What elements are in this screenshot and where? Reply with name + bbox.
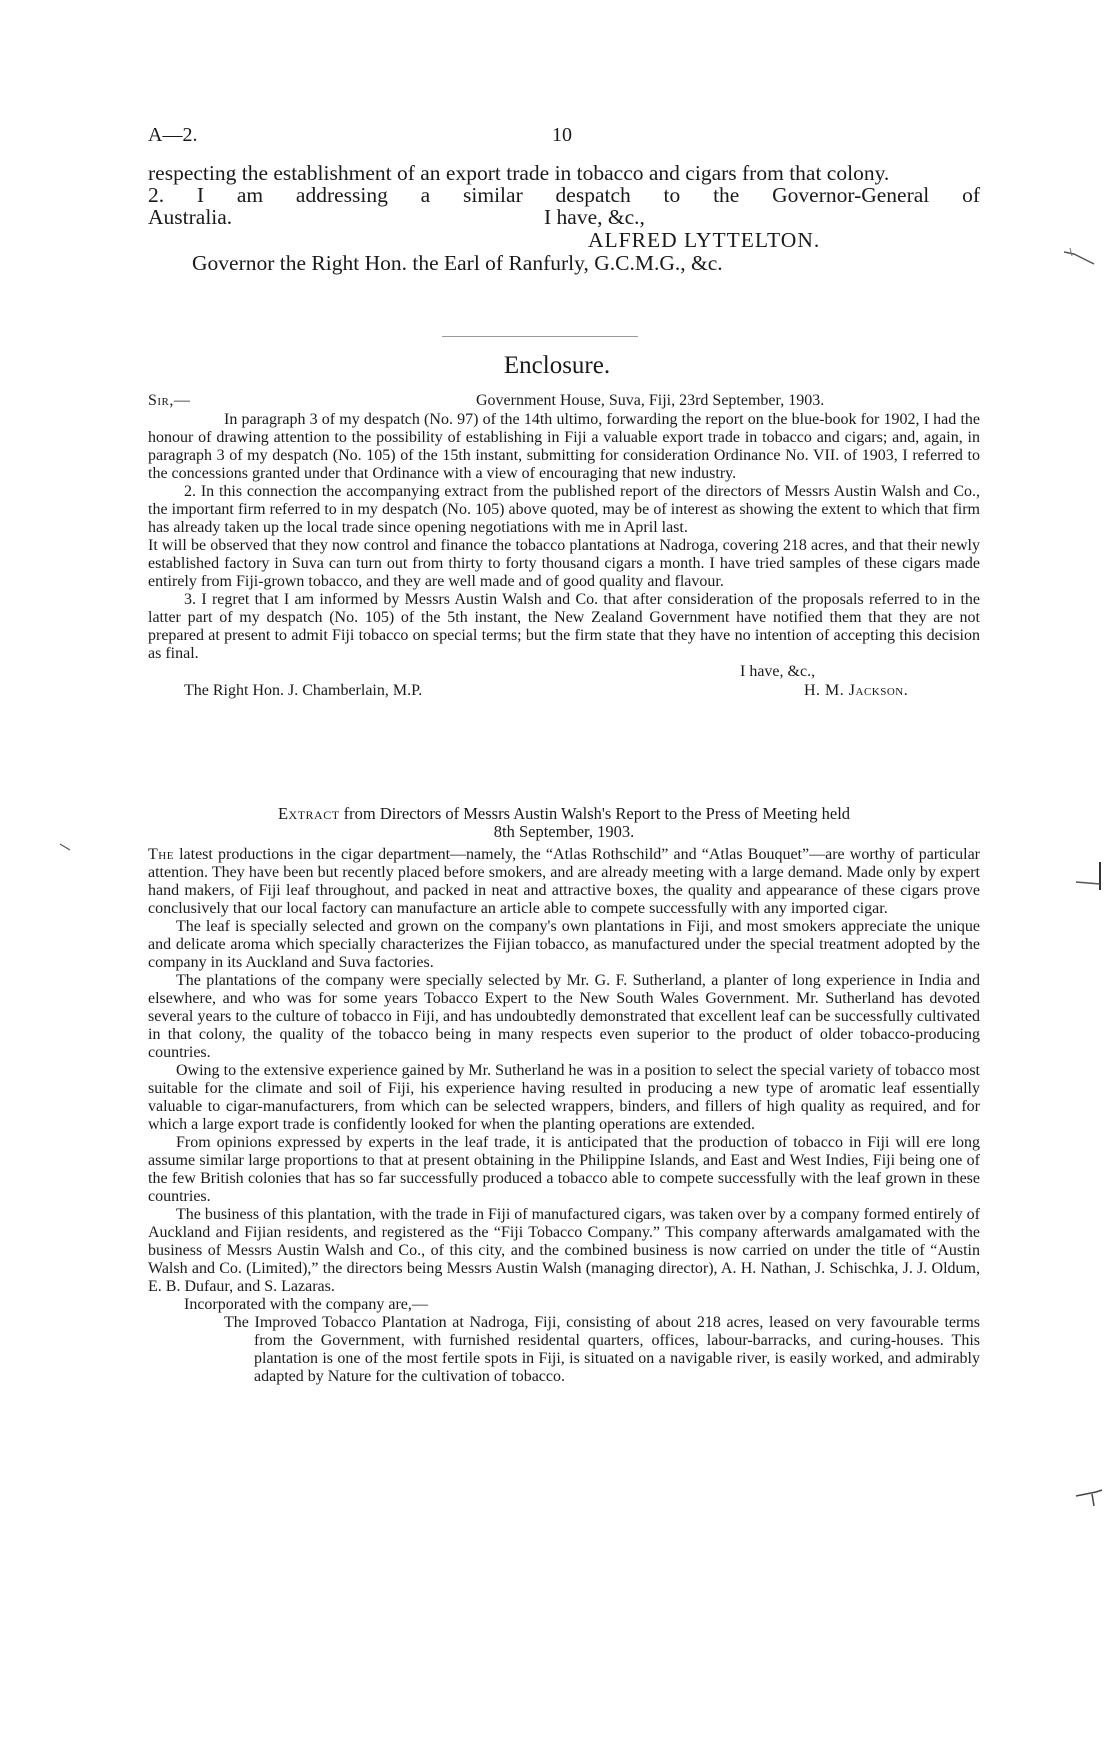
despatch-signoff: I have, &c., — [544, 205, 645, 229]
enclosure-letter — [148, 392, 980, 701]
extract-heading-line-1 — [148, 805, 980, 823]
extract-incorporated-line: Incorporated with the company are,— — [184, 1296, 428, 1313]
section-divider — [442, 336, 638, 337]
enclosure-paragraph-2: 2. In this connection the accompanying extract from the published report of the directors of Messrs Austin Walsh and Co., the important firm referred to in my despatch (No. 105) above quoted, may be of interest as showing the extent to which that firm has already taken up the local trade since opening negotiations with me in April last. — [148, 483, 980, 536]
margin-scan-mark — [58, 842, 72, 856]
enclosure-signoff-row — [148, 663, 980, 682]
extract-heading-rest: from Directors of Messrs Austin Walsh's Report to the Press of Meeting held — [339, 804, 851, 823]
enclosure-recipient: The Right Hon. J. Chamberlain, M.P. — [184, 682, 423, 699]
despatch-closing-text: respecting the establishment of an export trade in tobacco and cigars from that colony. — [148, 161, 890, 185]
enclosure-paragraph-3: It will be observed that they now control and finance the tobacco plantations at Nadroga, covering 218 acres, and that their newly established factory in Suva can turn out from thirty to forty thousand cigars a month. I have tried samples of these cigars made entirely from Fiji-grown tobacco, and they are well made and of good quality and flavour. — [148, 537, 980, 590]
extract-paragraph-6: The business of this plantation, with the trade in Fiji of manufactured cigars, was taken over by a company formed entirely of Auckland and Fijian residents, and registered as the “Fiji Tobacco Company.” This company afterwards amalgamated with the business of Messrs Austin Walsh and Co., of this city, and the combined business is now carried on under the title of “Austin Walsh and Co. (Limited),” the directors being Messrs Austin Walsh (managing director), A. H. Nathan, J. Schischka, J. J. Oldum, E. B. Dufaur, and S. Lazaras. — [148, 1206, 980, 1295]
enclosure-signature-row — [148, 682, 980, 701]
despatch-signature: ALFRED LYTTELTON. — [588, 228, 821, 252]
page-header — [148, 124, 978, 152]
extract-paragraph-4: Owing to the extensive experience gained by Mr. Sutherland he was in a position to select the special variety of tobacco most suitable for the climate and soil of Fiji, his experience having resulted in producing a new type of aromatic leaf essentially valuable to cigar-manufacturers, from which can be selected wrappers, binders, and fillers of high quality as required, and for which a large export trade is confidently looked for when the planting operations are extended. — [148, 1062, 980, 1133]
margin-scan-mark — [1062, 246, 1096, 272]
extract-paragraph-1 — [148, 846, 980, 918]
extract-heading-lead: Extract — [277, 804, 340, 823]
extract-heading — [148, 805, 980, 841]
enclosure-paragraph-1: In paragraph 3 of my despatch (No. 97) of the 14th ultimo, forwarding the report on the blue-book for 1902, I had the honour of drawing attention to the possibility of establishing in Fiji a valuable export trade in tobacco and cigars; and, again, in paragraph 3 of my despatch (No. 105) of the 15th instant, submitting for consideration Ordinance No. VII. of 1903, I referred to the concessions granted under that Ordinance with a view of encouraging that new industry. — [148, 411, 980, 482]
extract-paragraph-1-lead: The — [148, 846, 174, 863]
extract-incorporated-item: The Improved Tobacco Plantation at Nadroga, Fiji, consisting of about 218 acres, leased on very favourable terms from the Government, with furnished residental quarters, offices, labour-barracks, and curing-houses. This plantation is one of the most fertile spots in Fiji, is situated on a navigable river, is easily worked, and admirably adapted by Nature for the cultivation of tobacco. — [224, 1314, 980, 1385]
extract-body — [148, 846, 980, 1386]
page-number: 10 — [552, 124, 572, 146]
despatch-paragraph-2-end: Australia. — [148, 205, 233, 229]
margin-scan-mark — [1074, 860, 1104, 894]
extract-paragraph-3: The plantations of the company were specially selected by Mr. G. F. Sutherland, a planter of long experience in India and elsewhere, and who was for some years Tobacco Expert to the New South Wales Government. Mr. Sutherland has devoted several years to the culture of tobacco in Fiji, and has undoubtedly demonstrated that excellent leaf can be successfully cultivated in that colony, the quality of the tobacco being in many respects even superior to the product of older tobacco-producing countries. — [148, 972, 980, 1061]
extract-paragraph-2: The leaf is specially selected and grown on the company's own plantations in Fiji, and most smokers appreciate the unique and delicate aroma which specially characterizes the Fijian tobacco, as manufactured under the special treatment adopted by the company in its Auckland and Suva factories. — [148, 918, 980, 971]
enclosure-dateline: Government House, Suva, Fiji, 23rd September, 1903. — [476, 392, 825, 409]
extract-paragraph-1-text: latest productions in the cigar department—namely, the “Atlas Rothschild” and “Atlas Bouquet”—are worthy of particular attention. They have been but recently placed before smokers, and are already meeting with a large demand. Made only by expert hand makers, of Fiji leaf throughout, and packed in neat and attractive boxes, the quality and appearance of these cigars prove conclusively that our local factory can manufacture an article able to compete successfully with any imported cigar. — [148, 846, 980, 917]
enclosure-signature: H. M. Jackson. — [804, 682, 909, 699]
despatch-ending — [148, 162, 980, 275]
enclosure-salutation-row — [148, 392, 980, 411]
despatch-paragraph-2 — [148, 184, 980, 206]
despatch-addressee: Governor the Right Hon. the Earl of Ranfurly, G.C.M.G., &c. — [192, 251, 723, 275]
enclosure-salutation: Sir,— — [148, 392, 191, 409]
enclosure-title: Enclosure. — [503, 352, 611, 379]
margin-scan-mark — [1074, 1488, 1104, 1510]
enclosure-paragraph-4: 3. I regret that I am informed by Messrs Austin Walsh and Co. that after consideration of the proposals referred to in the latter part of my despatch (No. 105) of the 5th instant, the New Zealand Government have notified them that they are not prepared at present to admit Fiji tobacco on special terms; but the firm state that they have no intention of accepting this decision as final. — [148, 591, 980, 662]
despatch-signoff-row — [148, 206, 980, 229]
extract-paragraph-5: From opinions expressed by experts in the leaf trade, it is anticipated that the production of tobacco in Fiji will ere long assume similar large proportions to that at present obtaining in the Philippine Islands, and East and West Indies, Fiji being one of the few British colonies that has so far successfully produced a tobacco able to compete successfully with the leaf grown in these countries. — [148, 1134, 980, 1205]
extract-heading-line-2: 8th September, 1903. — [493, 822, 635, 841]
despatch-addressee-row — [148, 252, 980, 275]
document-reference: A—2. — [148, 124, 198, 146]
enclosure-signoff: I have, &c., — [740, 663, 816, 680]
despatch-signature-row — [148, 229, 980, 252]
despatch-paragraph-2-text: 2. I am addressing a similar despatch to the Governor-General of — [148, 183, 980, 207]
